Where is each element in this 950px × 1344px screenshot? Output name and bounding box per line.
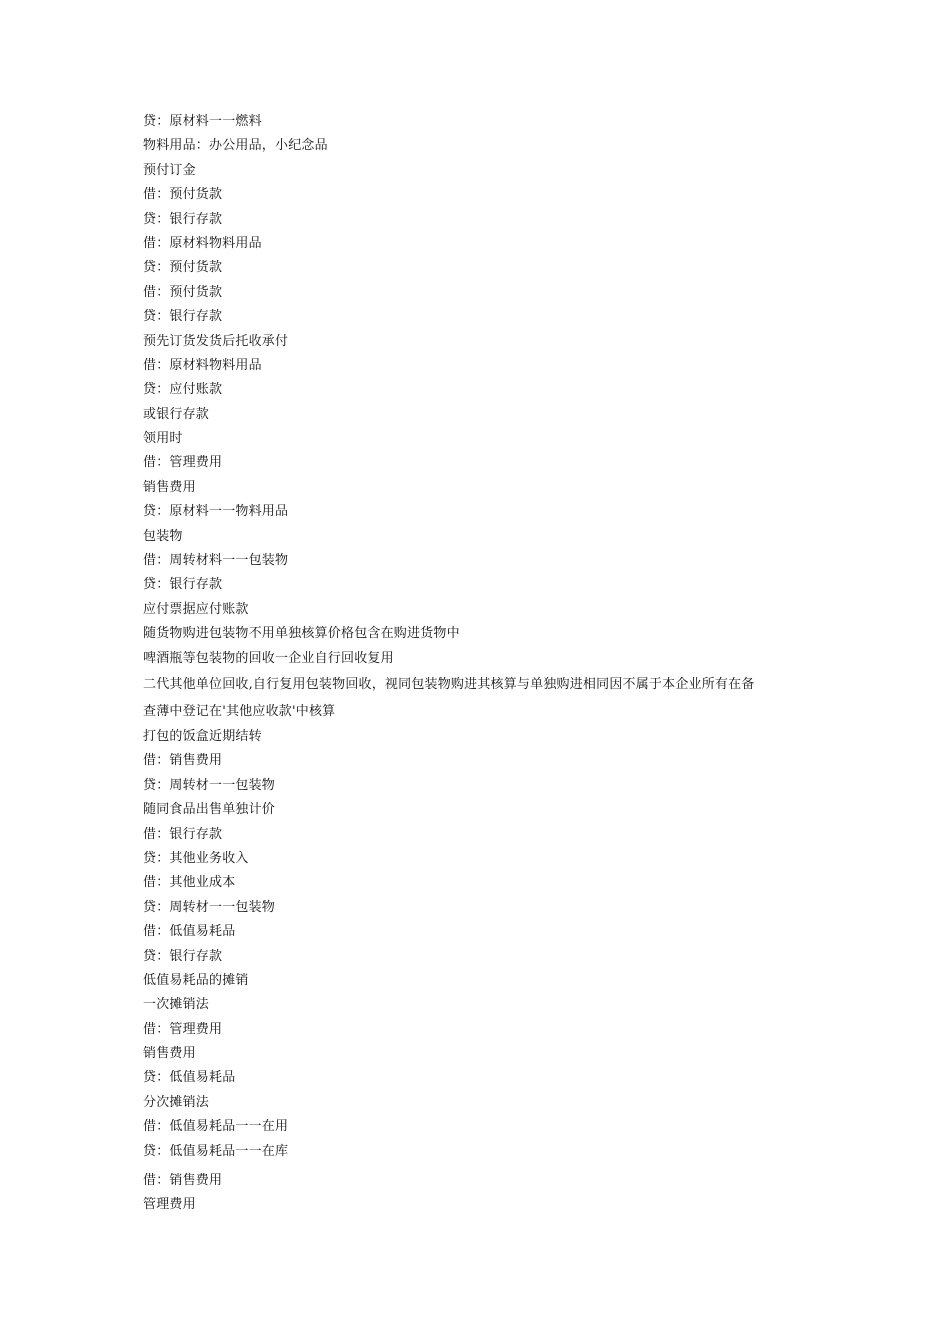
text-line: 包装物 [143,528,183,544]
text-line: 借：原材料物料用品 [143,357,262,373]
text-line: 贷：周转材一一包装物 [143,777,276,793]
text-line: 借：其他业成本 [143,875,236,891]
text-line: 分次摊销法 [143,1094,210,1110]
text-line: 啤酒瓶等包装物的回收一企业自行回收复用 [143,650,394,666]
text-line: 贷：预付货款 [143,260,223,276]
text-line: 借：销售费用 [143,1173,223,1189]
text-line: 贷：银行存款 [143,309,223,325]
text-line: 打包的饭盒近期结转 [143,728,262,744]
text-line: 贷：原材料一一燃料 [143,114,262,129]
text-line: 借：银行存款 [143,826,223,842]
text-line: 随同食品出售单独计价 [143,802,276,818]
text-line: 借：预付货款 [143,284,223,300]
text-line: 一次摊销法 [143,997,210,1013]
text-line: 物料用品：办公用品，小纪念品 [143,138,328,154]
text-line: 销售费用 [143,1046,196,1062]
text-line: 预付订金 [143,162,196,178]
text-line: 借：低值易耗品 [143,924,236,940]
text-line: 领用时 [143,431,183,447]
text-line: 借：周转材料一一包装物 [143,553,289,569]
text-line: 借：原材料物料用品 [143,235,262,251]
text-line: 管理费用 [143,1197,196,1213]
text-line: 二代其他单位回收,自行复用包装物回收，视同包装物购进其核算与单独购进相同因不属于本企业所有在备 [143,676,755,692]
text-line: 贷：银行存款 [143,211,223,227]
text-line: 贷：低值易耗品一一在库 [143,1143,289,1159]
text-line: 查薄中登记在'其他应收款'中核算 [143,703,336,719]
text-line: 销售费用 [143,479,196,495]
text-line: 贷：其他业务收入 [143,850,249,866]
text-line: 贷：低值易耗品 [143,1070,236,1086]
text-line: 借：销售费用 [143,753,223,769]
text-line: 贷：银行存款 [143,948,223,964]
text-line: 借：管理费用 [143,455,223,471]
text-line: 贷：周转材一一包装物 [143,899,276,915]
text-line: 或银行存款 [143,406,210,422]
text-line: 应付票据应付账款 [143,601,249,617]
text-line: 预先订货发货后托收承付 [143,333,289,349]
text-line: 借：预付货款 [143,187,223,203]
text-line: 贷：原材料一一物料用品 [143,504,289,520]
text-line: 借：低值易耗品一一在用 [143,1119,289,1135]
text-line: 随货物购进包装物不用单独核算价格包含在购进货物中 [143,626,460,642]
document-text [143,110,803,1218]
text-line: 贷：应付账款 [143,382,223,398]
text-line: 借：管理费用 [143,1021,223,1037]
text-line: 低值易耗品的摊销 [143,972,249,988]
text-line: 贷：银行存款 [143,577,223,593]
